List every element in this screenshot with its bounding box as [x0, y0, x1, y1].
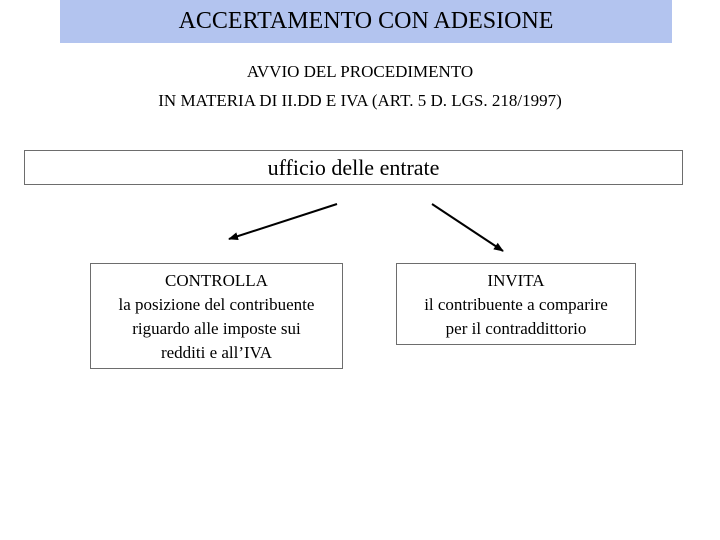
controlla-line-2: riguardo alle imposte sui — [132, 319, 301, 338]
controlla-line-1: la posizione del contribuente — [118, 295, 315, 314]
subtitle-line-1: AVVIO DEL PROCEDIMENTO — [246, 62, 474, 81]
office-label: ufficio delle entrate — [267, 154, 440, 180]
controlla-line-3: redditi e all’IVA — [160, 343, 273, 362]
invita-line-1: il contribuente a comparire — [424, 295, 608, 314]
subtitle-line-2: IN MATERIA DI II.DD E IVA (ART. 5 D. LGS. 218/1997) — [158, 91, 562, 110]
arrow-to-invita — [432, 204, 503, 251]
arrow-to-controlla — [229, 204, 337, 239]
invita-verb: INVITA — [487, 271, 545, 290]
office-node — [24, 150, 683, 185]
controlla-verb: CONTROLLA — [165, 271, 268, 290]
controlla-node — [90, 263, 343, 369]
invita-node — [396, 263, 636, 345]
title-banner — [60, 0, 672, 43]
page-title: ACCERTAMENTO CON ADESIONE — [178, 8, 554, 34]
invita-line-2: per il contraddittorio — [445, 319, 587, 338]
